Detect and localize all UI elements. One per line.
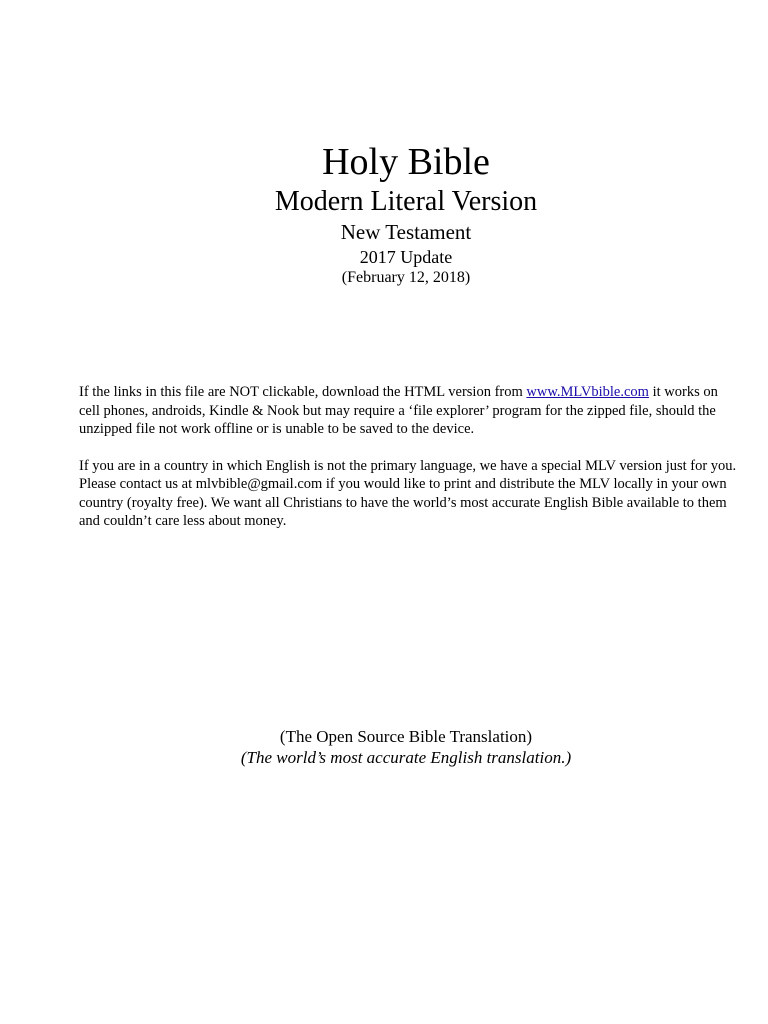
download-paragraph <box>79 383 739 439</box>
download-text-before: If the links in this file are NOT clickable, download the HTML version from <box>79 384 527 400</box>
contact-paragraph: If you are in a country in which English is not the primary language, we have a special MLV version just for you. Please contact us at mlvbible@gmail.com if you would like to print and distribute the MLV locally in your own country (royalty free). We want all Christians to have the world’s most accurate English Bible available to them and couldn’t care less about money. <box>79 457 737 529</box>
intro-text <box>79 383 739 549</box>
document-subtitle: Modern Literal Version <box>274 186 538 217</box>
mlvbible-link[interactable]: www.MLVbible.com <box>526 384 649 400</box>
publication-date: (February 12, 2018) <box>341 269 471 286</box>
accuracy-tagline: (The world’s most accurate English translation.) <box>240 748 572 767</box>
update-label: 2017 Update <box>359 247 453 267</box>
testament-label: New Testament <box>340 220 472 244</box>
download-text-after: it works on cell phones, androids, Kindle & Nook but may require a ‘file explorer’ program for the zipped file, should the unzipped file not work offline or is unable to be saved to the device. <box>79 384 718 437</box>
open-source-tagline: (The Open Source Bible Translation) <box>279 727 533 746</box>
document-title: Holy Bible <box>322 141 490 183</box>
title-block <box>0 140 768 288</box>
footer-block <box>0 726 768 768</box>
